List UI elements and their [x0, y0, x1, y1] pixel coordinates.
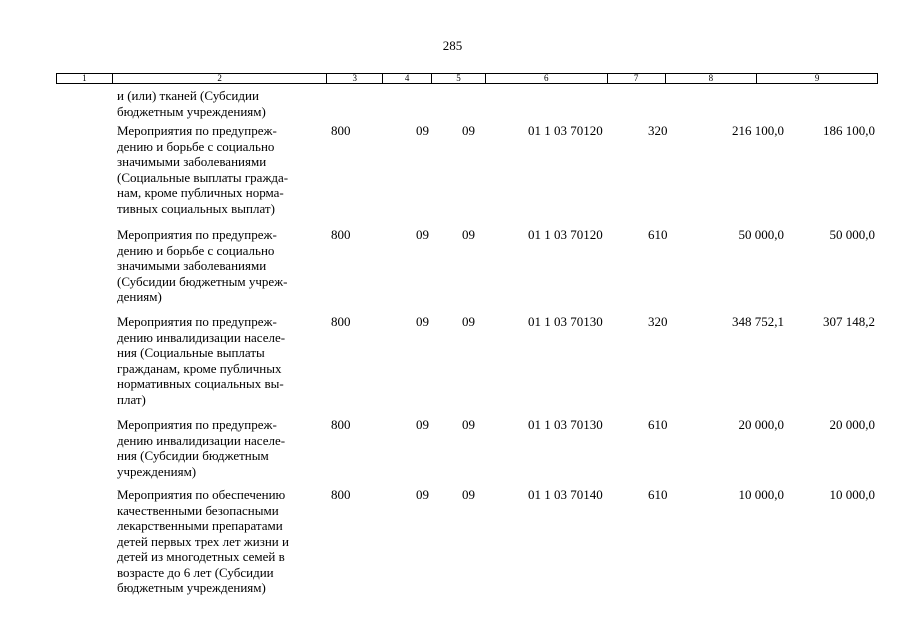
row-name — [117, 417, 322, 479]
row-ministry-code: 800 — [331, 314, 351, 329]
header-col-3: 3 — [327, 74, 383, 83]
continuation-line: и (или) тканей (Субсидии — [117, 88, 259, 103]
row-name-line: Мероприятия по предупреж- — [117, 417, 277, 432]
header-col-5: 5 — [432, 74, 486, 83]
row-name-line: нормативных социальных вы- — [117, 376, 284, 391]
row-name — [117, 227, 322, 305]
row-section: 09 — [416, 487, 429, 502]
row-expense-type: 320 — [648, 123, 668, 138]
row-amount-2: 307 148,2 — [823, 314, 875, 329]
row-amount-2: 186 100,0 — [823, 123, 875, 138]
row-ministry-code: 800 — [331, 417, 351, 432]
row-name-line: ния (Социальные выплаты — [117, 345, 265, 360]
row-amount-1: 216 100,0 — [732, 123, 784, 138]
table-header-row — [56, 73, 878, 84]
row-subsection: 09 — [462, 227, 475, 242]
row-name-line: бюджетным учреждениям) — [117, 580, 266, 595]
row-subsection: 09 — [462, 314, 475, 329]
row-name-line: возрасте до 6 лет (Субсидии — [117, 564, 274, 580]
row-expense-type: 610 — [648, 417, 668, 432]
row-subsection: 09 — [462, 417, 475, 432]
row-expense-type: 320 — [648, 314, 668, 329]
row-amount-1: 50 000,0 — [738, 227, 784, 242]
row-section: 09 — [416, 417, 429, 432]
row-name-line: значимыми заболеваниями — [117, 258, 267, 273]
row-subsection: 09 — [462, 487, 475, 502]
row-name-line: нам, кроме публичных норма- — [117, 185, 284, 200]
row-name-line: Мероприятия по предупреж- — [117, 314, 277, 329]
row-name-line: дениям) — [117, 289, 162, 304]
header-col-1: 1 — [57, 74, 113, 83]
row-name — [117, 314, 322, 407]
header-col-6: 6 — [486, 74, 608, 83]
header-col-7: 7 — [608, 74, 666, 83]
row-expense-type: 610 — [648, 227, 668, 242]
page-number: 285 — [442, 38, 463, 53]
row-name-line: дению и борьбе с социально — [117, 138, 275, 154]
row-amount-1: 20 000,0 — [738, 417, 784, 432]
row-name-line: тивных социальных выплат) — [117, 200, 275, 216]
row-name-line: детей из многодетных семей в — [117, 549, 285, 564]
row-name-line: значимыми заболеваниями — [117, 154, 267, 169]
row-target-article: 01 1 03 70130 — [528, 314, 603, 329]
row-name-line: дению инвалидизации населе- — [117, 432, 286, 448]
row-name-line: дению инвалидизации населе- — [117, 329, 286, 345]
row-name-line: гражданам, кроме публичных — [117, 360, 282, 376]
row-amount-2: 20 000,0 — [829, 417, 875, 432]
row-name-line: плат) — [117, 391, 146, 407]
row-target-article: 01 1 03 70140 — [528, 487, 603, 502]
header-col-9: 9 — [814, 73, 820, 83]
row-expense-type: 610 — [648, 487, 668, 502]
row-amount-2: 10 000,0 — [829, 487, 875, 502]
row-ministry-code: 800 — [331, 227, 351, 242]
row-name — [117, 487, 322, 596]
row-section: 09 — [416, 123, 429, 138]
row-target-article: 01 1 03 70120 — [528, 123, 603, 138]
row-name-line: Мероприятия по предупреж- — [117, 227, 277, 242]
row-name-line: качественными безопасными — [117, 502, 279, 518]
row-subsection: 09 — [462, 123, 475, 138]
row-target-article: 01 1 03 70120 — [528, 227, 603, 242]
row-name-line: Мероприятия по обеспечению — [117, 487, 286, 502]
header-col-4: 4 — [383, 74, 432, 83]
row-name — [117, 123, 322, 216]
header-col-8: 8 — [666, 74, 758, 83]
row-section: 09 — [416, 227, 429, 242]
row-name-line: ния (Субсидии бюджетным — [117, 448, 269, 463]
row-name-line: учреждениям) — [117, 463, 197, 479]
row-name-line: (Субсидии бюджетным учреж- — [117, 273, 288, 289]
row-name-line: (Социальные выплаты гражда- — [117, 169, 289, 185]
row-name-line: детей первых трех лет жизни и — [117, 533, 289, 549]
continuation-text — [117, 88, 322, 119]
row-section: 09 — [416, 314, 429, 329]
row-target-article: 01 1 03 70130 — [528, 417, 603, 432]
row-amount-2: 50 000,0 — [829, 227, 875, 242]
row-name-line: лекарственными препаратами — [117, 518, 283, 533]
row-amount-1: 348 752,1 — [732, 314, 784, 329]
row-ministry-code: 800 — [331, 123, 351, 138]
continuation-line: бюджетным учреждениям) — [117, 103, 266, 119]
row-name-line: Мероприятия по предупреж- — [117, 123, 277, 138]
row-name-line: дению и борьбе с социально — [117, 242, 275, 258]
row-amount-1: 10 000,0 — [738, 487, 784, 502]
row-ministry-code: 800 — [331, 487, 351, 502]
header-col-2: 2 — [113, 74, 327, 83]
